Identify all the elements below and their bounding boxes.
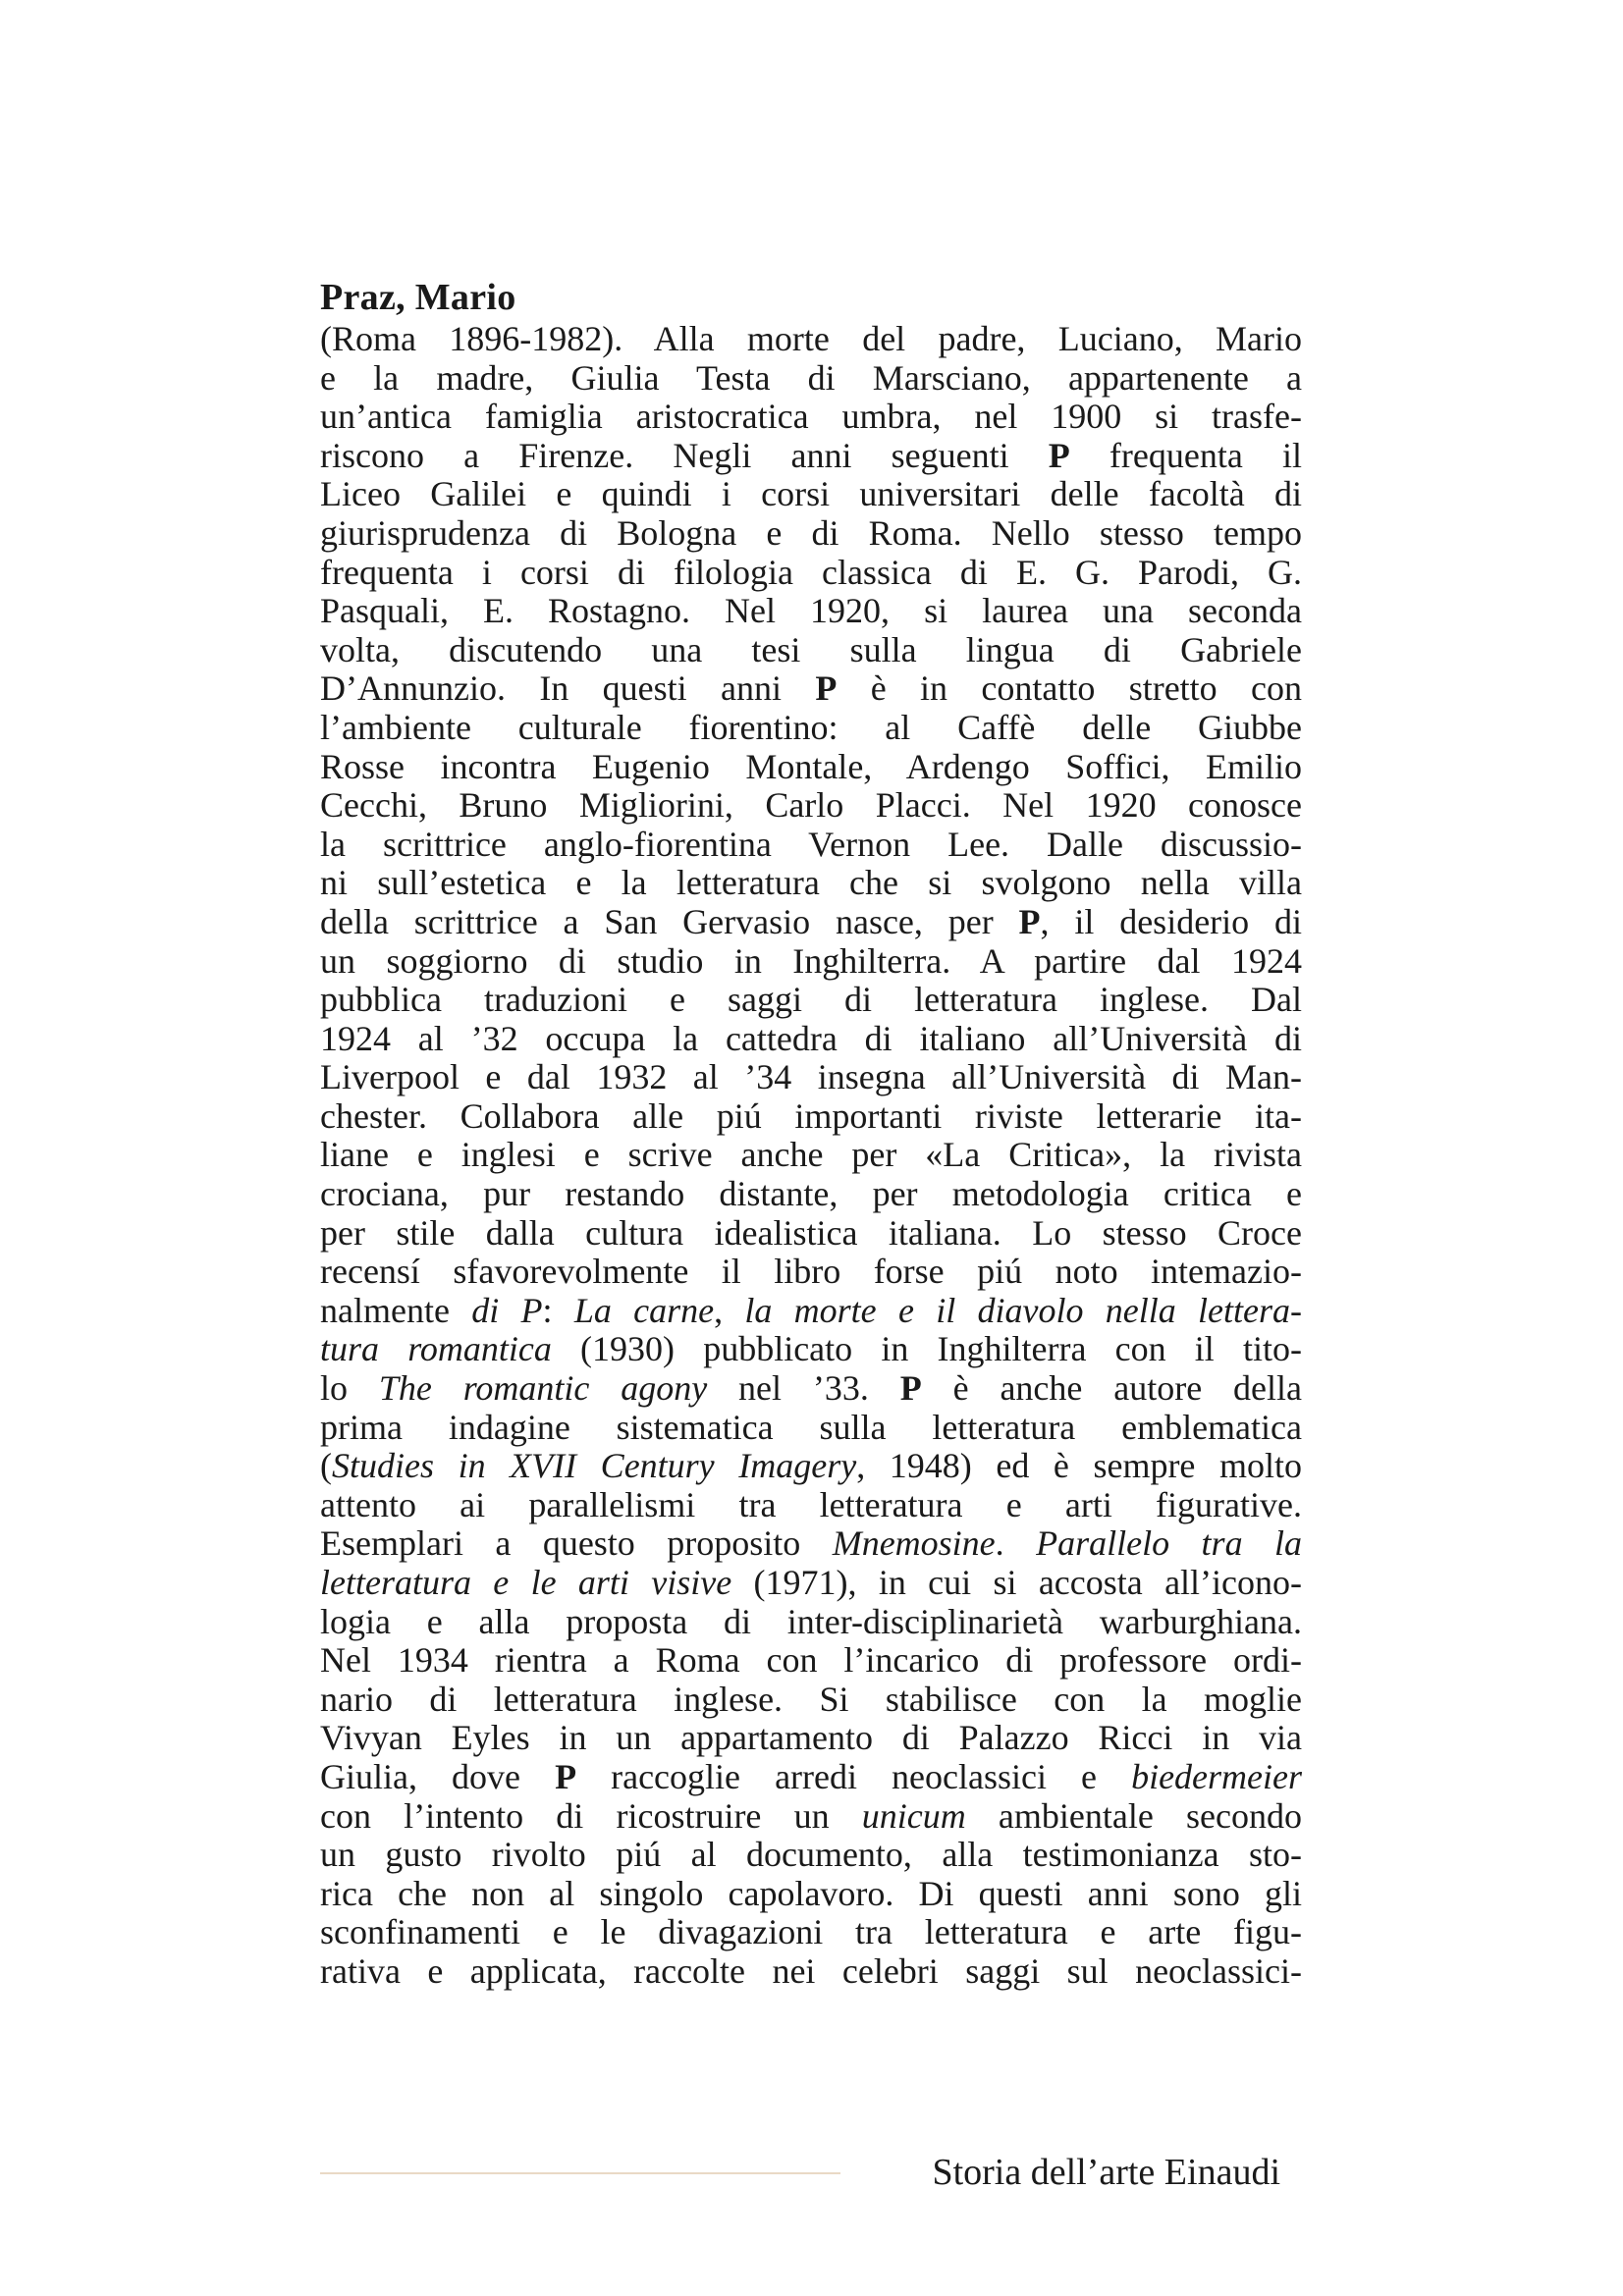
- body-line: chester. Collabora alle piú importanti riviste letterarie ita-: [320, 1095, 1302, 1136]
- entry-body: [320, 320, 1302, 1992]
- body-line: volta, discutendo una tesi sulla lingua di Gabriele: [320, 629, 1302, 669]
- body-line: rica che non al singolo capolavoro. Di questi anni sono gli: [320, 1873, 1302, 1913]
- body-line: con l’intento di ricostruire un unicum ambientale secondo: [320, 1795, 1302, 1836]
- body-line: un’antica famiglia aristocratica umbra, nel 1900 si trasfe-: [320, 397, 1302, 437]
- body-line: Nel 1934 rientra a Roma con l’incarico di professore ordi-: [320, 1640, 1302, 1681]
- footer-rule: [320, 2172, 840, 2174]
- body-line: nalmente di P: La carne, la morte e il diavolo nella lettera-: [320, 1290, 1302, 1330]
- body-line: Liverpool e dal 1932 al ’34 insegna all’Università di Man-: [320, 1057, 1302, 1097]
- body-line: Rosse incontra Eugenio Montale, Ardengo Soffici, Emilio: [320, 746, 1302, 786]
- body-line: (Studies in XVII Century Imagery, 1948) ed è sempre molto: [320, 1446, 1302, 1486]
- body-line: la scrittrice anglo-fiorentina Vernon Lee. Dalle discussio-: [320, 824, 1302, 864]
- body-line: nario di letteratura inglese. Si stabilisce con la moglie: [320, 1679, 1302, 1719]
- body-line: lo The romantic agony nel ’33. P è anche autore della: [320, 1368, 1302, 1409]
- body-line: per stile dalla cultura idealistica italiana. Lo stesso Croce: [320, 1212, 1302, 1253]
- body-line: Pasquali, E. Rostagno. Nel 1920, si laurea una seconda: [320, 591, 1302, 631]
- body-line: liane e inglesi e scrive anche per «La Critica», la rivista: [320, 1135, 1302, 1175]
- body-line: Giulia, dove P raccoglie arredi neoclassici e biedermeier: [320, 1756, 1302, 1796]
- body-line: Vivyan Eyles in un appartamento di Palazzo Ricci in via: [320, 1718, 1302, 1758]
- body-line: Liceo Galilei e quindi i corsi universitari delle facoltà di: [320, 474, 1302, 514]
- body-line: l’ambiente culturale fiorentino: al Caffè delle Giubbe: [320, 707, 1302, 747]
- body-line: rativa e applicata, raccolte nei celebri saggi sul neoclassici-: [320, 1950, 1302, 1991]
- body-line: letteratura e le arti visive (1971), in cui si accosta all’icono-: [320, 1563, 1303, 1602]
- body-line: tura romantica (1930) pubblicato in Inghilterra con il tito-: [320, 1329, 1302, 1369]
- body-line: ni sull’estetica e la letteratura che si svolgono nella villa: [320, 863, 1302, 903]
- body-line: D’Annunzio. In questi anni P è in contatto stretto con: [320, 668, 1303, 709]
- body-line: Cecchi, Bruno Migliorini, Carlo Placci. Nel 1920 conosce: [320, 785, 1302, 826]
- body-line: frequenta i corsi di filologia classica di E. G. Parodi, G.: [320, 552, 1302, 592]
- entry-title: Praz, Mario: [320, 277, 516, 318]
- body-line: attento ai parallelismi tra letteratura e arti figurative.: [320, 1484, 1302, 1524]
- body-line: giurisprudenza di Bologna e di Roma. Nello stesso tempo: [320, 512, 1302, 553]
- body-line: crociana, pur restando distante, per metodologia critica e: [320, 1174, 1302, 1214]
- body-line: un soggiorno di studio in Inghilterra. A partire dal 1924: [320, 940, 1302, 981]
- body-line: (Roma 1896-1982). Alla morte del padre, Luciano, Mario: [320, 319, 1302, 358]
- body-line: 1924 al ’32 occupa la cattedra di italiano all’Università di: [320, 1018, 1302, 1058]
- body-line: sconfinamenti e le divagazioni tra letteratura e arte figu-: [320, 1912, 1302, 1952]
- body-line: riscono a Firenze. Negli anni seguenti P frequenta il: [320, 435, 1302, 475]
- body-line: logia e alla proposta di inter-disciplinarietà warburghiana.: [320, 1601, 1302, 1641]
- body-line: un gusto rivolto piú al documento, alla testimonianza sto-: [320, 1835, 1302, 1875]
- body-line: e la madre, Giulia Testa di Marsciano, appartenente a: [320, 357, 1302, 398]
- body-line: Esemplari a questo proposito Mnemosine. Parallelo tra la: [320, 1523, 1303, 1564]
- body-line: recensí sfavorevolmente il libro forse piú noto intemazio-: [320, 1252, 1302, 1292]
- body-line: prima indagine sistematica sulla letteratura emblematica: [320, 1407, 1302, 1447]
- footer-publisher: Storia dell’arte Einaudi: [932, 2152, 1280, 2193]
- body-line: pubblica traduzioni e saggi di letteratura inglese. Dal: [320, 980, 1302, 1020]
- body-line: della scrittrice a San Gervasio nasce, per P, il desiderio di: [320, 901, 1302, 941]
